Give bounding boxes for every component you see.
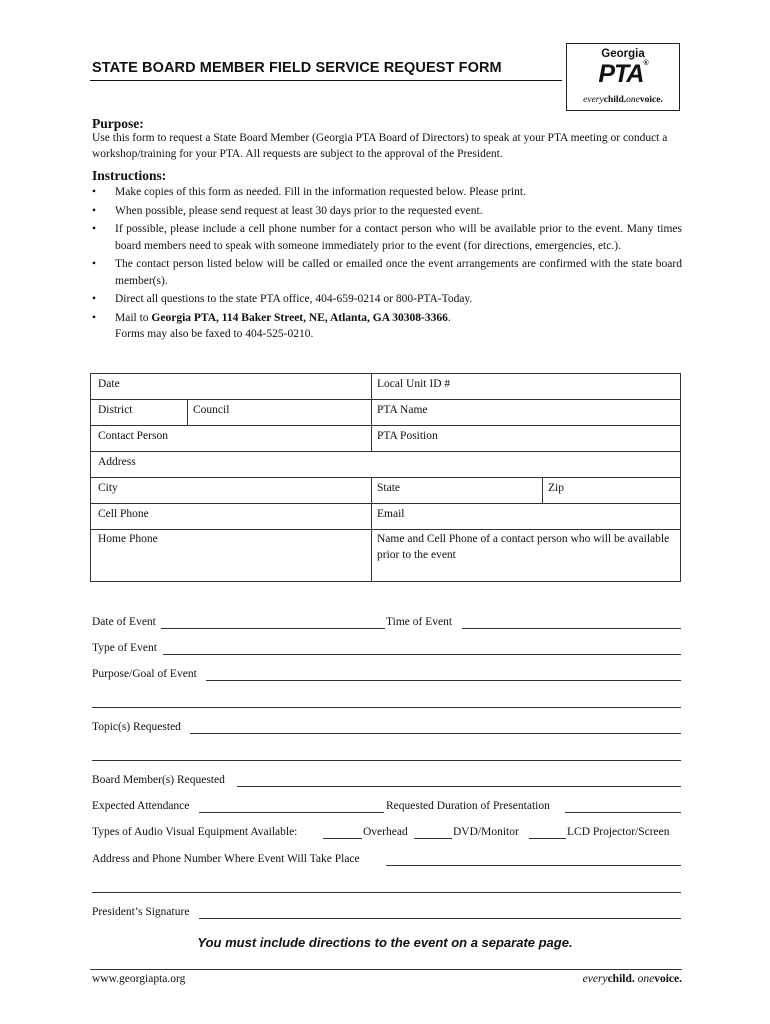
purpose-heading: Purpose: [92, 116, 144, 131]
website-link[interactable]: www.georgiapta.org [92, 973, 186, 985]
event-address-line-2[interactable] [92, 892, 681, 893]
av-dvd-line[interactable] [414, 838, 452, 839]
instruction-item: • If possible, please include a cell phone number for a contact person who will be available prior to the event. Many times board members need to speak with someone immediately prior to the event (for directions, emergencies, etc.). [92, 223, 682, 252]
fax-line: Forms may also be faxed to 404-525-0210. [115, 328, 314, 340]
president-signature-line[interactable] [199, 918, 681, 919]
zip-field[interactable]: Zip [548, 482, 564, 494]
council-field[interactable]: Council [193, 404, 230, 416]
event-contact-field[interactable]: Name and Cell Phone of a contact person who will be available prior to the event [377, 533, 670, 561]
logo-name: PTA® [598, 60, 648, 88]
purpose-goal-line-2[interactable] [92, 707, 681, 708]
state-field[interactable]: State [377, 482, 400, 494]
instruction-item: • When possible, please send request at least 30 days prior to the requested event. [92, 204, 483, 217]
date-of-event-line[interactable] [161, 628, 385, 629]
address-field[interactable]: Address [98, 456, 136, 468]
type-of-event-line[interactable] [163, 654, 681, 655]
av-overhead-label: Overhead [363, 826, 408, 838]
av-lcd-line[interactable] [529, 838, 566, 839]
pta-name-field[interactable]: PTA Name [377, 404, 428, 416]
board-members-label: Board Member(s) Requested [92, 774, 225, 786]
president-signature-label: President’s Signature [92, 906, 190, 918]
contact-info-table [90, 373, 681, 582]
home-phone-field[interactable]: Home Phone [98, 533, 158, 545]
time-of-event-line[interactable] [462, 628, 681, 629]
local-unit-id-field[interactable]: Local Unit ID # [377, 378, 451, 390]
directions-notice: You must include directions to the event on a separate page. [197, 935, 573, 950]
district-field[interactable]: District [98, 404, 133, 416]
footer-slogan: everychild. onevoice. [582, 973, 682, 985]
instruction-item: • Make copies of this form as needed. Fill in the information requested below. Please print. [92, 186, 526, 198]
purpose-goal-label: Purpose/Goal of Event [92, 668, 197, 680]
requested-duration-line[interactable] [565, 812, 681, 813]
board-members-line[interactable] [237, 786, 681, 787]
pta-position-field[interactable]: PTA Position [377, 430, 438, 442]
type-of-event-label: Type of Event [92, 642, 157, 654]
event-address-line[interactable] [386, 865, 681, 866]
requested-duration-label: Requested Duration of Presentation [386, 800, 550, 812]
city-field[interactable]: City [98, 482, 118, 494]
time-of-event-label: Time of Event [386, 616, 453, 628]
cell-phone-field[interactable]: Cell Phone [98, 508, 149, 520]
expected-attendance-label: Expected Attendance [92, 800, 190, 812]
purpose-goal-line[interactable] [206, 680, 681, 681]
instructions-heading: Instructions: [92, 168, 167, 183]
instruction-item: • The contact person listed below will be called or emailed once the event arrangements are confirmed with the state board member(s). [92, 258, 682, 287]
av-overhead-line[interactable] [323, 838, 362, 839]
purpose-text: Use this form to request a State Board Member (Georgia PTA Board of Directors) to speak at your PTA meeting or conduct a workshop/training for your PTA. All requests are subject to the approval of the President. [92, 132, 668, 160]
event-address-label: Address and Phone Number Where Event Will Take Place [92, 853, 360, 865]
topics-label: Topic(s) Requested [92, 721, 181, 733]
footer-rule [90, 969, 682, 970]
mail-address: Georgia PTA, 114 Baker Street, NE, Atlanta, GA 30308-3366 [151, 311, 448, 324]
email-field[interactable]: Email [377, 508, 405, 520]
av-dvd-label: DVD/Monitor [453, 826, 519, 838]
contact-person-field[interactable]: Contact Person [98, 430, 168, 442]
logo-state: Georgia [601, 48, 645, 60]
georgia-pta-logo [566, 43, 680, 111]
date-of-event-label: Date of Event [92, 616, 156, 628]
topics-line-2[interactable] [92, 760, 681, 761]
topics-line[interactable] [190, 733, 681, 734]
instructions-list [92, 184, 682, 345]
title-rule [90, 80, 562, 81]
expected-attendance-line[interactable] [199, 812, 384, 813]
form-title: STATE BOARD MEMBER FIELD SERVICE REQUEST FORM [92, 60, 502, 76]
instruction-item: • Direct all questions to the state PTA office, 404-659-0214 or 800-PTA-Today. [92, 293, 473, 305]
av-lcd-label: LCD Projector/Screen [567, 826, 670, 838]
av-equipment-label: Types of Audio Visual Equipment Available: [92, 826, 298, 838]
date-field[interactable]: Date [98, 378, 120, 390]
logo-slogan: everychild.onevoice. [583, 95, 663, 105]
instruction-item-mail: • Mail to Georgia PTA, 114 Baker Street, NE, Atlanta, GA 30308-3366. Forms may also be faxed to 404-525-0210. [92, 311, 451, 340]
